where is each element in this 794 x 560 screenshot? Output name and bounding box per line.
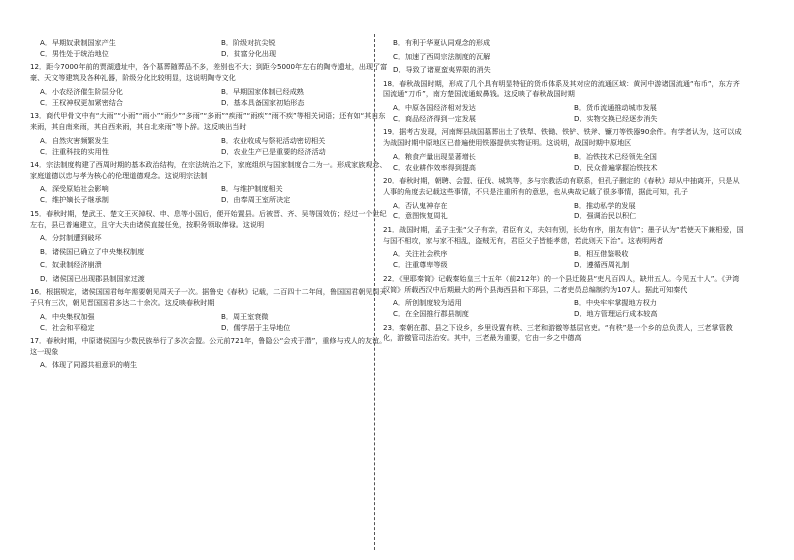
option: C．加速了西周宗法制度的瓦解	[393, 51, 491, 61]
option: D．农业生产已是重要的经济活动	[221, 146, 326, 156]
option: C．注重科技的实用性	[40, 146, 109, 156]
option: D．基本具备国家初始形态	[221, 97, 305, 107]
left-column	[30, 38, 392, 374]
option: C．在全国推行郡县制度	[393, 309, 469, 319]
option: A．分封制遭到破坏	[40, 233, 102, 243]
column-divider	[374, 34, 375, 550]
option: D．遵循西周礼制	[574, 260, 630, 270]
option: A．所创制度较为适用	[393, 298, 462, 308]
option: A．粮食产量出现显著增长	[393, 151, 476, 161]
q18-options	[383, 103, 745, 125]
option: B．推动私学的发展	[574, 200, 636, 210]
option: B．相互借鉴吸收	[574, 249, 629, 259]
option: A．中原各国经济相对发达	[393, 102, 476, 112]
q11-options	[30, 38, 392, 60]
option: A．早期奴隶制国家产生	[40, 38, 116, 47]
q22-options	[383, 298, 745, 320]
q16-stem: 16．根据规定，诸侯国国君每年需要朝见周天子一次。据鲁史《春秋》记载，二百四十二年间，鲁国国君朝见周天子只有三次，朝见晋国国君多达二十余次。这反映春秋时期	[30, 287, 387, 308]
q20-options	[383, 201, 745, 223]
option: B．早期国家体制已经成熟	[221, 86, 304, 96]
q17-stem: 17．春秋时期，中原诸侯国与少数民族举行了多次会盟。公元前721年，鲁隐公“会戎于潜”，重修与戎人的友谊。这一现象	[30, 336, 387, 356]
q13-stem: 13．商代甲骨文中有“大雨”“小雨”“雨小”“雨少”“多雨”“多雨”“疾雨”“雨疾”“雨不疾”等相关词语；还有如“其自东来雨，其自南来雨，其自西来雨，其自北来雨”等卜辞。这反映出当时	[30, 111, 386, 132]
option: D．民众普遍掌握冶铁技术	[574, 162, 658, 172]
q14-options	[30, 184, 392, 206]
option: D．诸侯国已出现郡县制国家过渡	[40, 273, 145, 283]
option: A．小农经济催生阶层分化	[40, 86, 123, 96]
option: B．阶级对抗尖锐	[221, 38, 276, 47]
q22-stem: 22．《里耶秦简》记载秦始皇三十五年（前212年）的一个县迁陵县“吏凡百四人，缺卅五人。今见五十人”。《尹湾汉简》所载西汉中后期最大的两个县海西县和下邳县，二者吏员总编制约为107人。据此可知秦代	[383, 273, 740, 294]
option: B．诸侯国已确立了中央集权制度	[40, 246, 145, 256]
option: C．注重尊卑等级	[393, 260, 448, 270]
right-column	[383, 38, 745, 347]
option: D．导致了诸夏蛮夷界限的消失	[393, 65, 491, 74]
option: D．贫富分化出现	[221, 48, 277, 58]
q21-stem: 21．战国时期，孟子主张“父子有亲，君臣有义，夫妇有别，长幼有序，朋友有信”；墨子认为“若使天下兼相爱，国与国不相攻，家与家不相乱，盗贼无有，君臣父子皆能孝慈，若此则天下治”。这表明两者	[383, 224, 744, 245]
q18-stem: 18．春秋战国时期，形成了几个具有明显特征的货币体系及其对应的流通区域：黄河中游诸国流通“布币”，东方齐国流通“刀币”，南方楚国流通蚁鼻钱。这反映了春秋战国时期	[383, 78, 740, 99]
option: A．关注社会秩序	[393, 249, 448, 259]
option: C．王权神权更加紧密结合	[40, 97, 123, 107]
q20-stem: 20．春秋时期，朝聘、会盟、征伐、城筑等，多与宗教活动有联系，但孔子删定的《春秋》却从中抽离开，只是从人事的角度去记载这些事情，不只是注重所有的意思，也从典故记载了很多事情，据此可知，孔子	[383, 176, 740, 197]
option: C．奴隶制经济崩溃	[40, 260, 102, 270]
option: B．中央牢牢掌握地方权力	[574, 298, 657, 308]
option: B．与维护制度相关	[221, 184, 283, 194]
option: D．由奉周王室所决定	[221, 195, 291, 205]
q21-options	[383, 249, 745, 271]
option: A．体现了同源共祖意识的萌生	[40, 360, 138, 370]
option: B．货币流通推动城市发展	[574, 102, 657, 112]
q19-stem: 19．据考古发现，河南辉县战国墓葬出土了铁犁、铁锄、铁铲、铁斧、镰刀等铁器90余件。有学者认为，这可以成为战国时期中原地区已普遍使用铁器提供实物证明。这说明，战国时期中原地区	[383, 127, 742, 148]
option: C．农业耕作效率得到提高	[393, 162, 476, 172]
option: C．社会和平稳定	[40, 322, 95, 332]
q12-stem: 12．距今7000年前的贾湖遗址中，各个墓葬随葬品不多，差别也不大；到距今5000年左右的陶寺遗址，出现了富豪、天文等建筑及各种礼器，阶级分化比较明显，这说明陶寺文化	[30, 62, 388, 83]
q23-stem: 23．秦朝在郡、县之下设乡，乡里设置有秩、三老和游徼等基层官吏。“有秩”是一个乡的总负责人，三老掌管教化，游徼管司法治安。其中，三老最为重要，它由一乡之中德高	[383, 322, 733, 343]
option: D．地方管理运行成本较高	[574, 309, 658, 319]
option: C．意图恢复周礼	[393, 211, 448, 221]
option: D．强调治民以积仁	[574, 211, 637, 221]
option: A．自然灾害频繁发生	[40, 135, 109, 145]
q16-options	[30, 312, 392, 334]
option: C．男性处于统治地位	[40, 48, 109, 58]
option: B．冶铁技术已经领先全国	[574, 151, 657, 161]
option: D．儒学居于主导地位	[221, 322, 291, 332]
q12-options	[30, 87, 392, 109]
q19-options	[383, 152, 745, 174]
option: B．农业收成与祭祀活动密切相关	[221, 135, 326, 145]
q15-stem: 15．春秋时期，楚武王、楚文王灭掉权、申、息等小国后，便开始置县。后被晋、齐、吴等国效仿；经过一个世纪左右，县已普遍建立，且守大夫由诸侯直接任免，按职务领取俸禄。这说明	[30, 208, 387, 229]
option: C．商品经济得到一定发展	[393, 113, 476, 123]
option: B．周王室衰微	[221, 311, 269, 321]
q14-stem: 14．宗法制度构建了西周时期的基本政治结构，在宗法统治之下，家庭组织与国家制度合二为一。形成家族观念、家庭道德以忠与孝为核心的伦理道德观念。这说明宗法制	[30, 160, 387, 180]
q13-options	[30, 136, 392, 158]
option: D．实物交换已经逐步消失	[574, 113, 658, 123]
option: B．有利于华夏认同观念的形成	[393, 38, 491, 47]
option: A．深受原始社会影响	[40, 184, 109, 194]
option: A．否认鬼神存在	[393, 200, 448, 210]
option: A．中央集权加强	[40, 311, 95, 321]
option: C．维护嫡长子继承制	[40, 195, 109, 205]
